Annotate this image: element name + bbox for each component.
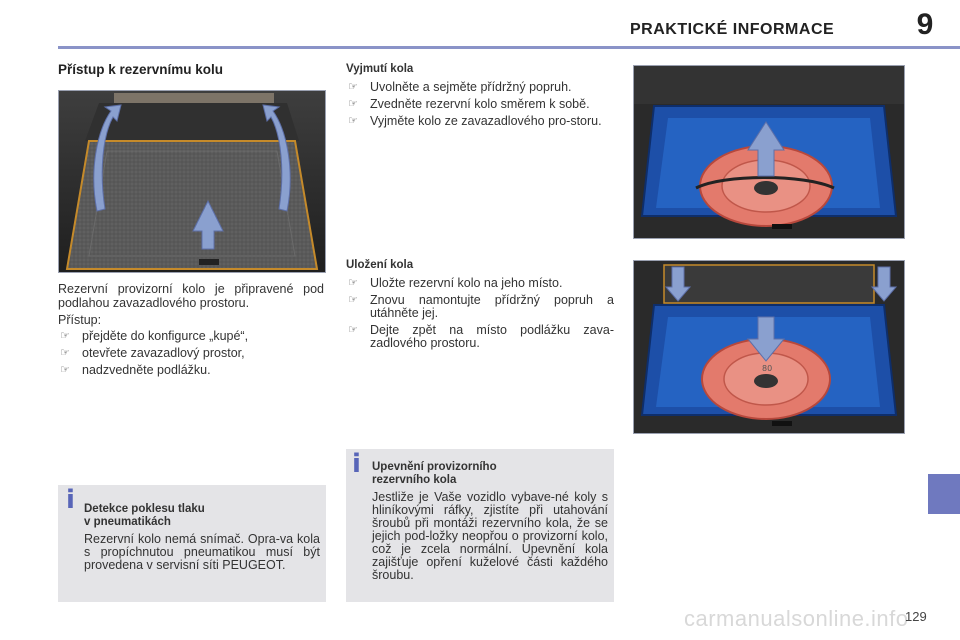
hand-pointer-icon: ☞ (348, 98, 358, 110)
hand-pointer-icon: ☞ (60, 364, 70, 376)
wheel-label: 80 (762, 364, 773, 373)
hand-pointer-icon: ☞ (348, 277, 358, 289)
trunk-floor-photo (58, 90, 326, 273)
info-box-spare-fixing (346, 449, 614, 602)
spare-wheel-removal-illustration (634, 66, 904, 238)
watermark: carmanualsonline.info (684, 606, 909, 631)
trunk-floor-illustration (59, 91, 325, 272)
remove-steps (346, 81, 614, 131)
hand-pointer-icon: ☞ (348, 115, 358, 127)
chapter-number: 9 (916, 8, 934, 41)
list-item: ☞ Vyjměte kolo ze zavazadlového pro-storu. (348, 114, 602, 128)
remove-wheel-heading: Vyjmutí kola (346, 63, 414, 75)
access-label: Přístup: (58, 313, 102, 327)
info-box-text: Jestliže je Vaše vozidlo vybave-né koly s hliníkovými ráfky, zjistíte při utahování šroubů při montáži rezervního kola, že se jejich pod-ložky neopřou o provizorní kolo, což je zcela normální. Upevnění kola zajišťuje opření kuželové části každého šroubu. (372, 490, 608, 582)
info-box-title: Detekce poklesu tlaku v pneumatikách (84, 503, 205, 528)
running-header: PRAKTICKÉ INFORMACE (630, 21, 835, 38)
store-steps (346, 277, 614, 353)
spare-wheel-storing-photo (633, 260, 905, 434)
list-item: ☞ přejděte do konfigurce „kupé“, (60, 329, 249, 343)
list-item: ☞ Znovu namontujte přídržný popruh a utáhněte jej. (348, 293, 614, 320)
store-wheel-heading: Uložení kola (346, 259, 414, 271)
header-rule (58, 46, 960, 49)
spare-wheel-removal-photo (633, 65, 905, 239)
list-item: ☞ nadzvedněte podlážku. (60, 363, 211, 377)
info-box-text: Rezervní kolo nemá snímač. Opra-va kola s propíchnutou pneumatikou musí být provedena v servisní síti PEUGEOT. (84, 532, 320, 572)
list-item: ☞ Dejte zpět na místo podlážku zava-zadlového prostoru. (348, 323, 614, 350)
list-item: ☞ otevřete zavazadlový prostor, (60, 346, 245, 360)
list-item: ☞ Uložte rezervní kolo na jeho místo. (348, 276, 563, 290)
hand-pointer-icon: ☞ (60, 330, 70, 342)
hand-pointer-icon: ☞ (348, 81, 358, 93)
section-title: Přístup k rezervnímu kolu (58, 62, 224, 77)
access-steps (58, 330, 324, 380)
hand-pointer-icon: ☞ (348, 294, 358, 306)
info-icon: i (352, 449, 361, 479)
hand-pointer-icon: ☞ (348, 324, 358, 336)
list-item: ☞ Uvolněte a sejměte přídržný popruh. (348, 80, 572, 94)
hand-pointer-icon: ☞ (60, 347, 70, 359)
spare-wheel-storing-illustration (634, 261, 904, 433)
chapter-side-tab (928, 474, 960, 514)
info-icon: i (66, 485, 75, 515)
info-box-tyre-pressure (58, 485, 326, 602)
intro-paragraph: Rezervní provizorní kolo je připravené pod podlahou zavazadlového prostoru. (58, 282, 324, 310)
info-box-title: Upevnění provizorního rezervního kola (372, 461, 497, 486)
list-item: ☞ Zvedněte rezervní kolo směrem k sobě. (348, 97, 590, 111)
page-number: 129 (905, 609, 927, 624)
